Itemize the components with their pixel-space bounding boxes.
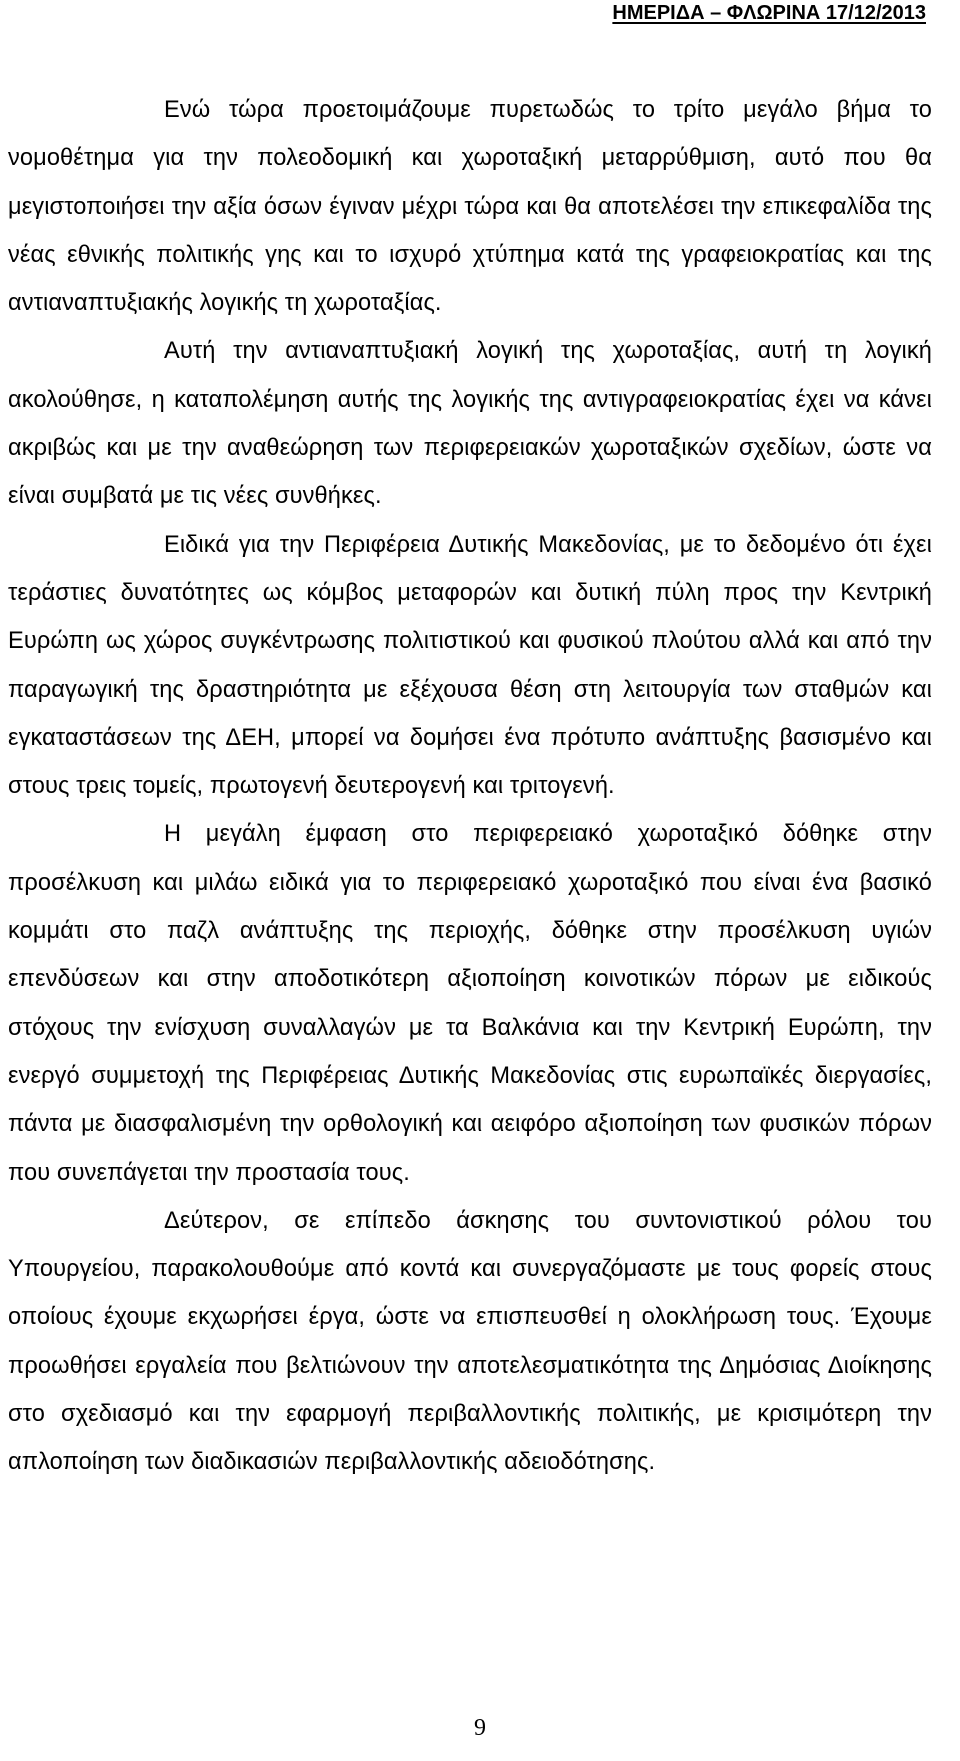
document-header: ΗΜΕΡΙΔΑ – ΦΛΩΡΙΝΑ 17/12/2013 xyxy=(612,2,926,24)
paragraph-2: Αυτή την αντιαναπτυξιακή λογική της χωροταξίας, αυτή τη λογική ακολούθησε, η καταπολέμηση αυτής της λογικής της αντιγραφειοκρατίας έχει να κάνει ακριβώς και με την αναθεώρηση των περιφερειακών χωροταξικών σχεδίων, ώστε να είναι συμβατά με τις νέες συνθήκες. xyxy=(8,338,932,510)
document-body xyxy=(8,86,932,1487)
paragraph-1: Ενώ τώρα προετοιμάζουμε πυρετωδώς το τρίτο μεγάλο βήμα το νομοθέτημα για την πολεοδομική και χωροταξική μεταρρύθμιση, αυτό που θα μεγιστοποιήσει την αξία όσων έγιναν μέχρι τώρα και θα αποτελέσει την επικεφαλίδα της νέας εθνικής πολιτικής γης και το ισχυρό χτύπημα κατά της γραφειοκρατίας και της αντιαναπτυξιακής λογικής τη χωροταξίας. xyxy=(8,97,932,317)
paragraph-5: Δεύτερον, σε επίπεδο άσκησης του συντονιστικού ρόλου του Υπουργείου, παρακολουθούμε από κοντά και συνεργαζόμαστε με τους φορείς στους οποίους έχουμε εκχωρήσει έργα, ώστε να επισπευσθεί η ολοκλήρωση τους. Έχουμε προωθήσει εργαλεία που βελτιώνουν την αποτελεσματικότητα της Δημόσιας Διοίκησης στο σχεδιασμό και την εφαρμογή περιβαλλοντικής πολιτικής, με κρισιμότερη την απλοποίηση των διαδικασιών περιβαλλοντικής αδειοδότησης. xyxy=(8,1207,932,1476)
paragraph-3: Ειδικά για την Περιφέρεια Δυτικής Μακεδονίας, με το δεδομένο ότι έχει τεράστιες δυνατότητες ως κόμβος μεταφορών και δυτική πύλη προς την Κεντρική Ευρώπη ως χώρος συγκέντρωσης πολιτιστικού και φυσικού πλούτου αλλά και από την παραγωγική της δραστηριότητα με εξέχουσα θέση στη λειτουργία των σταθμών και εγκαταστάσεων της ΔΕΗ, μπορεί να δομήσει ένα πρότυπο ανάπτυξης βασισμένο και στους τρεις τομείς, πρωτογενή δευτερογενή και τριτογενή. xyxy=(8,531,932,800)
page-number: 9 xyxy=(474,1715,486,1741)
paragraph-4: Η μεγάλη έμφαση στο περιφερειακό χωροταξικό δόθηκε στην προσέλκυση και μιλάω ειδικά για το περιφερειακό χωροταξικό που είναι ένα βασικό κομμάτι στο παζλ ανάπτυξης της περιοχής, δόθηκε στην προσέλκυση υγιών επενδύσεων και στην αποδοτικότερη αξιοποίηση κοινοτικών πόρων με ειδικούς στόχους την ενίσχυση συναλλαγών με τα Βαλκάνια και την Κεντρική Ευρώπη, την ενεργό συμμετοχή της Περιφέρειας Δυτικής Μακεδονίας στις ευρωπαϊκές διεργασίες, πάντα με διασφαλισμένη την ορθολογική και αειφόρο αξιοποίηση των φυσικών πόρων που συνεπάγεται την προστασία τους. xyxy=(8,821,932,1186)
